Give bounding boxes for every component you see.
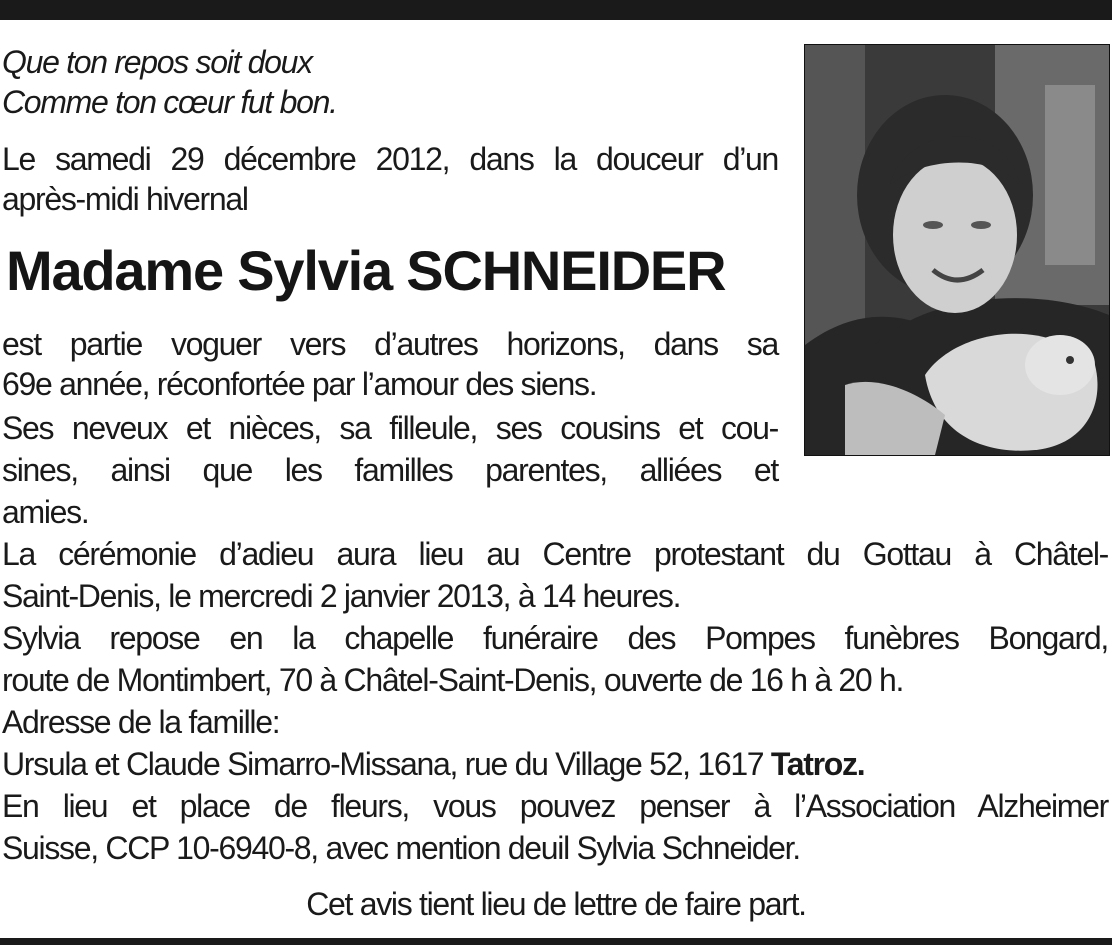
- family-town: Tatroz.: [770, 746, 865, 782]
- body-line-1: est partie voguer vers d’autres horizons, dans sa: [2, 326, 778, 362]
- closing-line: Cet avis tient lieu de lettre de faire part.: [306, 886, 806, 922]
- intro-line-1: Le samedi 29 décembre 2012, dans la douceur d’un: [2, 141, 778, 177]
- body-line-11: [2, 744, 864, 784]
- bottom-rule: [0, 938, 1112, 945]
- body-line-2: 69e année, réconfortée par l’amour des siens.: [2, 366, 597, 402]
- body-line-10: Adresse de la famille:: [2, 704, 280, 740]
- portrait-photo: [804, 44, 1110, 456]
- body-line-6: La cérémonie d’adieu aura lieu au Centre protestant du Gottau à Châtel-: [2, 536, 1108, 572]
- family-address: Ursula et Claude Simarro-Missana, rue du Village 52, 1617: [2, 746, 771, 782]
- top-rule: [0, 0, 1112, 20]
- body-line-12: En lieu et place de fleurs, vous pouvez penser à l’Association Alzheimer: [2, 788, 1108, 824]
- body-line-7: Saint-Denis, le mercredi 2 janvier 2013, à 14 heures.: [2, 578, 681, 614]
- epigraph-line-2: Comme ton cœur fut bon.: [2, 84, 337, 120]
- body-line-9: route de Montimbert, 70 à Châtel-Saint-Denis, ouverte de 16 h à 20 h.: [2, 662, 904, 698]
- body-line-8: Sylvia repose en la chapelle funéraire des Pompes funèbres Bongard,: [2, 620, 1108, 656]
- epigraph-line-1: Que ton repos soit doux: [2, 44, 312, 80]
- body-line-4: sines, ainsi que les familles parentes, alliées et: [2, 452, 778, 488]
- body-line-3: Ses neveux et nièces, sa filleule, ses cousins et cou-: [2, 410, 778, 446]
- deceased-name: Madame Sylvia SCHNEIDER: [6, 239, 726, 302]
- body-line-5: amies.: [2, 494, 89, 530]
- body-line-13: Suisse, CCP 10-6940-8, avec mention deuil Sylvia Schneider.: [2, 830, 800, 866]
- portrait-image: [805, 45, 1109, 455]
- intro-line-2: après-midi hivernal: [2, 181, 248, 217]
